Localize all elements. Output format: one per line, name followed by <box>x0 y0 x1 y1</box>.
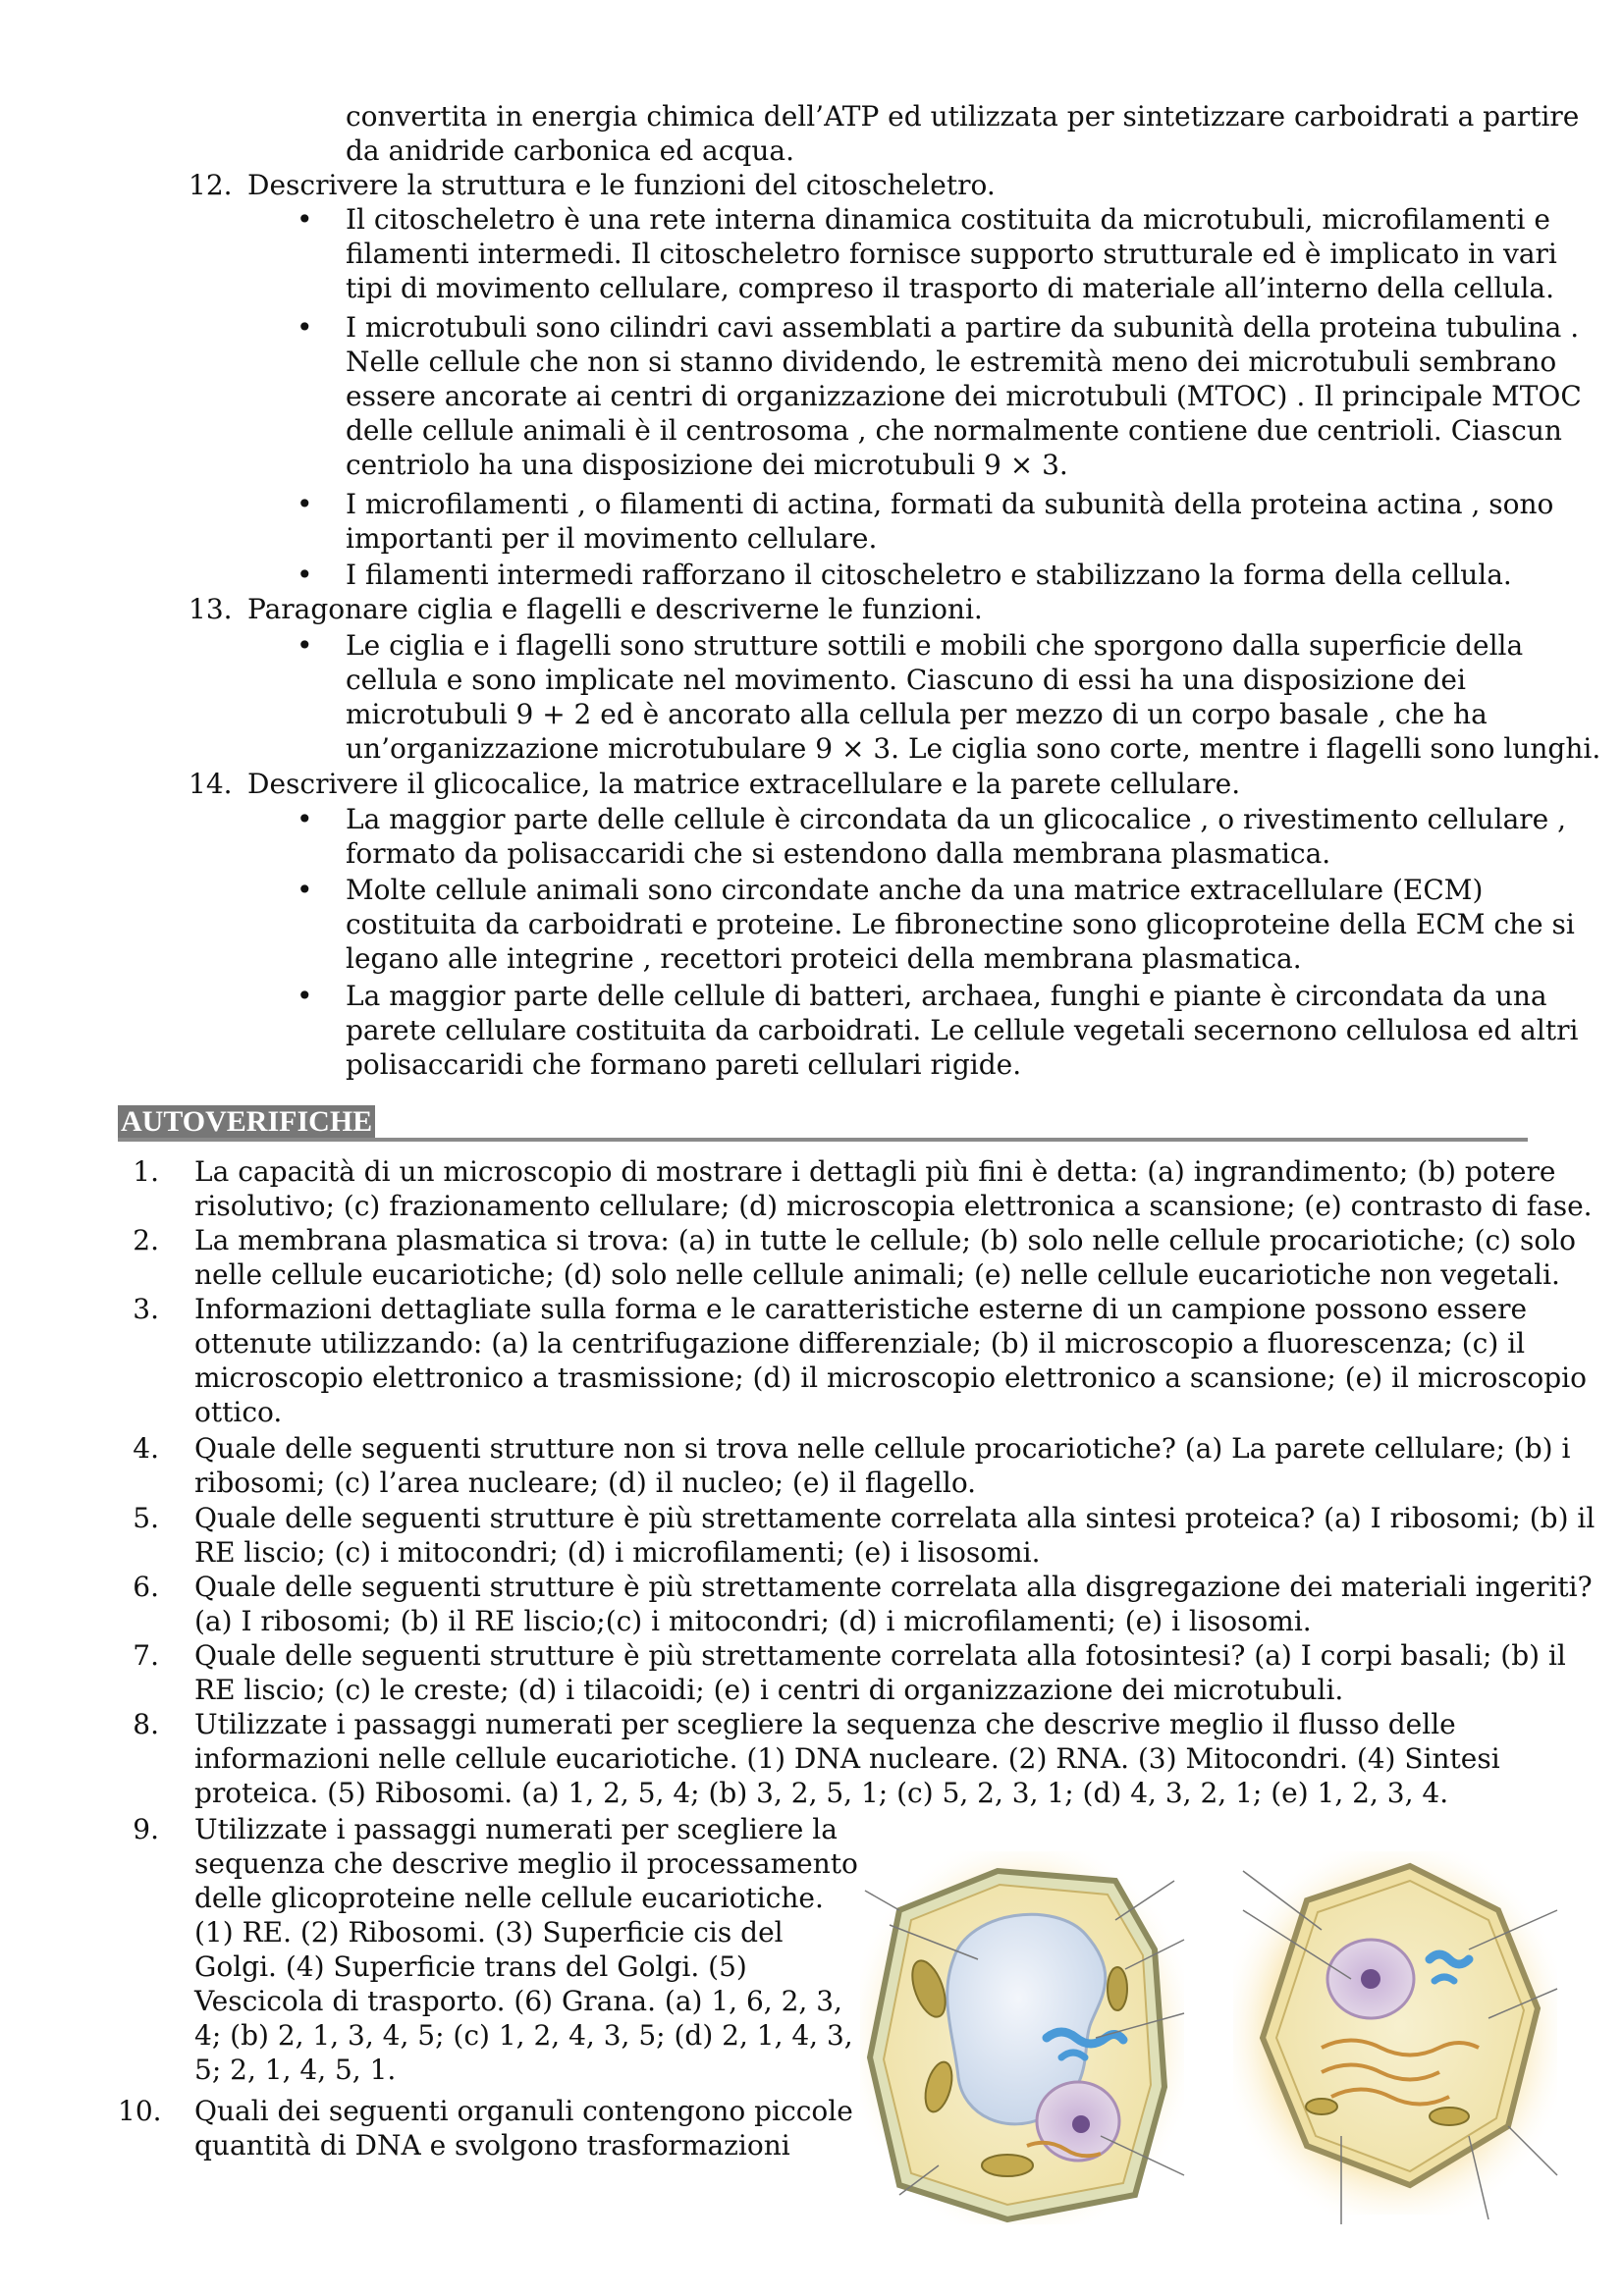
text-line: importanti per il movimento cellulare. <box>346 522 878 555</box>
text-line: informazioni nelle cellule eucariotiche. (1) DNA nucleare. (2) RNA. (3) Mitocondri. (4) Sintesi <box>194 1742 1500 1775</box>
text-line: formato da polisaccaridi che si estendono dalla membrana plasmatica. <box>346 837 1331 870</box>
bullet-icon: • <box>297 874 313 906</box>
text-line: 5; 2, 1, 4, 5, 1. <box>194 2054 397 2086</box>
text-line: La maggior parte delle cellule è circondata da un glicocalice , o rivestimento cellulare , <box>346 803 1567 835</box>
bullet-item <box>346 802 1566 871</box>
question-item <box>194 1154 1593 1223</box>
question-item <box>194 1431 1570 1500</box>
question-number: 2. <box>133 1224 159 1256</box>
text-line: un’organizzazione microtubulare 9 × 3. Le ciglia sono corte, mentre i flagelli sono lunghi. <box>346 732 1601 765</box>
text-line: nelle cellule eucariotiche; (d) solo nelle cellule animali; (e) nelle cellule eucariotiche non vegetali. <box>194 1258 1560 1291</box>
text-line: Il citoscheletro è una rete interna dinamica costituita da microtubuli, microfilamenti e <box>346 203 1550 236</box>
text-line: proteica. (5) Ribosomi. (a) 1, 2, 5, 4; (b) 3, 2, 5, 1; (c) 5, 2, 3, 1; (d) 4, 3, 2, 1; (e) 1, 2, 3, 4. <box>194 1777 1449 1809</box>
question-item <box>194 1707 1500 1810</box>
intro-paragraph <box>346 99 1579 168</box>
text-line: (1) RE. (2) Ribosomi. (3) Superficie cis del <box>194 1916 784 1949</box>
text-line: RE liscio; (c) le creste; (d) i tilacoidi; (e) i centri di organizzazione dei microtubuli. <box>194 1674 1344 1706</box>
cell-illustrations <box>860 1842 1567 2254</box>
text-line: costituita da carboidrati e proteine. Le fibronectine sono glicoproteine della ECM che si <box>346 908 1575 940</box>
bullet-icon: • <box>297 203 313 236</box>
text-line: Vescicola di trasporto. (6) Grana. (a) 1, 6, 2, 3, <box>194 1985 842 2017</box>
question-item <box>194 1501 1595 1570</box>
question-number: 5. <box>133 1502 159 1534</box>
objective-number: 12. <box>189 169 233 201</box>
bullet-icon: • <box>297 980 313 1012</box>
text-line: sequenza che descrive meglio il processamento <box>194 1847 858 1880</box>
bullet-icon: • <box>297 803 313 835</box>
text-line: I microfilamenti , o filamenti di actina, formati da subunità della proteina actina , sono <box>346 488 1554 520</box>
bullet-item <box>346 202 1557 305</box>
bullet-item <box>346 487 1553 556</box>
question-item <box>194 1638 1566 1707</box>
text-line: ribosomi; (c) l’area nucleare; (d) il nucleo; (e) il flagello. <box>194 1467 977 1499</box>
section-title: AUTOVERIFICHE <box>118 1105 375 1139</box>
text-line: microtubuli 9 + 2 ed è ancorato alla cellula per mezzo di un corpo basale , che ha <box>346 698 1488 730</box>
text-line: Golgi. (4) Superficie trans del Golgi. (5) <box>194 1950 747 1983</box>
chloroplast <box>982 2155 1033 2176</box>
question-number: 1. <box>133 1155 159 1188</box>
text-line: ottenute utilizzando: (a) la centrifugazione differenziale; (b) il microscopio a fluorescenza; (c) il <box>194 1327 1526 1360</box>
text-line: Quale delle seguenti strutture è più strettamente correlata alla disgregazione dei materiali ingeriti? <box>194 1571 1593 1603</box>
text-line: La maggior parte delle cellule di batteri, archaea, funghi e piante è circondata da una <box>346 980 1547 1012</box>
objective-number: 13. <box>189 593 233 625</box>
question-number: 6. <box>133 1571 159 1603</box>
question-number: 8. <box>133 1708 159 1740</box>
bullet-item <box>346 310 1582 482</box>
text-line: centriolo ha una disposizione dei microtubuli 9 × 3. <box>346 449 1068 481</box>
question-item <box>194 1812 858 2087</box>
question-number: 7. <box>133 1639 159 1672</box>
objective-number: 14. <box>189 768 233 800</box>
bullet-item <box>346 873 1575 976</box>
question-item <box>194 1570 1593 1638</box>
text-line: Nelle cellule che non si stanno dividendo, le estremità meno dei microtubuli sembrano <box>346 346 1557 378</box>
section-divider <box>118 1138 1528 1142</box>
text-line: delle cellule animali è il centrosoma , che normalmente contiene due centrioli. Ciascun <box>346 414 1562 447</box>
question-number: 4. <box>133 1432 159 1465</box>
mitochondrion <box>1430 2108 1469 2125</box>
bullet-item <box>346 979 1578 1082</box>
bullet-icon: • <box>297 629 313 662</box>
text-line: RE liscio; (c) i mitocondri; (d) i microfilamenti; (e) i lisosomi. <box>194 1536 1041 1569</box>
text-line: cellula e sono implicate nel movimento. Ciascuno di essi ha una disposizione dei <box>346 664 1466 696</box>
text-line: Quale delle seguenti strutture è più strettamente correlata alla fotosintesi? (a) I corpi basali; (b) il <box>194 1639 1566 1672</box>
text-line: da anidride carbonica ed acqua. <box>346 134 794 167</box>
animal-cell <box>1233 1851 1557 2224</box>
chloroplast <box>1108 1967 1127 2010</box>
bullet-item <box>346 628 1600 766</box>
bullet-icon: • <box>297 559 313 591</box>
text-line: Utilizzate i passaggi numerati per scegliere la <box>194 1813 838 1845</box>
text-line: filamenti intermedi. Il citoscheletro fornisce supporto strutturale ed è implicato in vari <box>346 238 1557 270</box>
question-item <box>194 1292 1587 1429</box>
text-line: essere ancorate ai centri di organizzazione dei microtubuli (MTOC) . Il principale MTOC <box>346 380 1582 412</box>
bullet-item <box>346 558 1512 592</box>
plant-cell <box>860 1851 1184 2224</box>
text-line: risolutivo; (c) frazionamento cellulare; (d) microscopia elettronica a scansione; (e) contrasto di fase. <box>194 1190 1593 1222</box>
figure-caption <box>860 2234 1567 2254</box>
text-line: La membrana plasmatica si trova: (a) in tutte le cellule; (b) solo nelle cellule procariotiche; (c) solo <box>194 1224 1577 1256</box>
objective-title: Descrivere il glicocalice, la matrice extracellulare e la parete cellulare. <box>247 768 1241 800</box>
text-line: I microtubuli sono cilindri cavi assemblati a partire da subunità della proteina tubulina . <box>346 311 1580 344</box>
question-item <box>194 2094 853 2163</box>
text-line: Le ciglia e i flagelli sono strutture sottili e mobili che sporgono dalla superficie della <box>346 629 1524 662</box>
question-number: 10. <box>118 2095 162 2127</box>
mitochondrion <box>1306 2099 1337 2114</box>
text-line: Quali dei seguenti organuli contengono piccole <box>194 2095 853 2127</box>
text-line: 4; (b) 2, 1, 3, 4, 5; (c) 1, 2, 4, 3, 5; (d) 2, 1, 4, 3, <box>194 2019 853 2052</box>
objective-title: Paragonare ciglia e flagelli e descriverne le funzioni. <box>247 593 983 625</box>
cell-figure-svg <box>860 1842 1567 2234</box>
plant-nucleolus <box>1072 2115 1090 2133</box>
text-line: polisaccaridi che formano pareti cellulari rigide. <box>346 1048 1022 1081</box>
text-line: microscopio elettronico a trasmissione; (d) il microscopio elettronico a scansione; (e) il microscopio <box>194 1362 1587 1394</box>
text-line: Molte cellule animali sono circondate anche da una matrice extracellulare (ECM) <box>346 874 1484 906</box>
animal-golgi-stack <box>1434 1977 1454 1981</box>
text-line: Quale delle seguenti strutture non si trova nelle cellule procariotiche? (a) La parete cellulare; (b) i <box>194 1432 1571 1465</box>
text-line: quantità di DNA e svolgono trasformazioni <box>194 2129 790 2162</box>
bullet-icon: • <box>297 488 313 520</box>
question-number: 3. <box>133 1293 159 1325</box>
text-line: I filamenti intermedi rafforzano il citoscheletro e stabilizzano la forma della cellula. <box>346 559 1512 591</box>
text-line: tipi di movimento cellulare, compreso il trasporto di materiale all’interno della cellula. <box>346 272 1555 304</box>
text-line: convertita in energia chimica dell’ATP ed utilizzata per sintetizzare carboidrati a partire <box>346 100 1580 133</box>
text-line: legano alle integrine , recettori proteici della membrana plasmatica. <box>346 942 1302 975</box>
text-line: ottico. <box>194 1396 283 1428</box>
text-line: (a) I ribosomi; (b) il RE liscio;(c) i mitocondri; (d) i microfilamenti; (e) i lisosomi. <box>194 1605 1312 1637</box>
text-line: Utilizzate i passaggi numerati per scegliere la sequenza che descrive meglio il flusso delle <box>194 1708 1456 1740</box>
question-number: 9. <box>133 1813 159 1845</box>
bullet-icon: • <box>297 311 313 344</box>
text-line: parete cellulare costituita da carboidrati. Le cellule vegetali secernono cellulosa ed altri <box>346 1014 1579 1046</box>
question-item <box>194 1223 1576 1292</box>
objective-title: Descrivere la struttura e le funzioni del citoscheletro. <box>247 169 996 201</box>
text-line: Quale delle seguenti strutture è più strettamente correlata alla sintesi proteica? (a) I ribosomi; (b) il <box>194 1502 1596 1534</box>
text-line: Informazioni dettagliate sulla forma e le caratteristiche esterne di un campione possono essere <box>194 1293 1528 1325</box>
text-line: delle glicoproteine nelle cellule eucariotiche. <box>194 1882 824 1914</box>
text-line: La capacità di un microscopio di mostrare i dettagli più fini è detta: (a) ingrandimento; (b) potere <box>194 1155 1556 1188</box>
animal-nucleolus <box>1361 1969 1380 1989</box>
section-header <box>118 1105 1528 1139</box>
